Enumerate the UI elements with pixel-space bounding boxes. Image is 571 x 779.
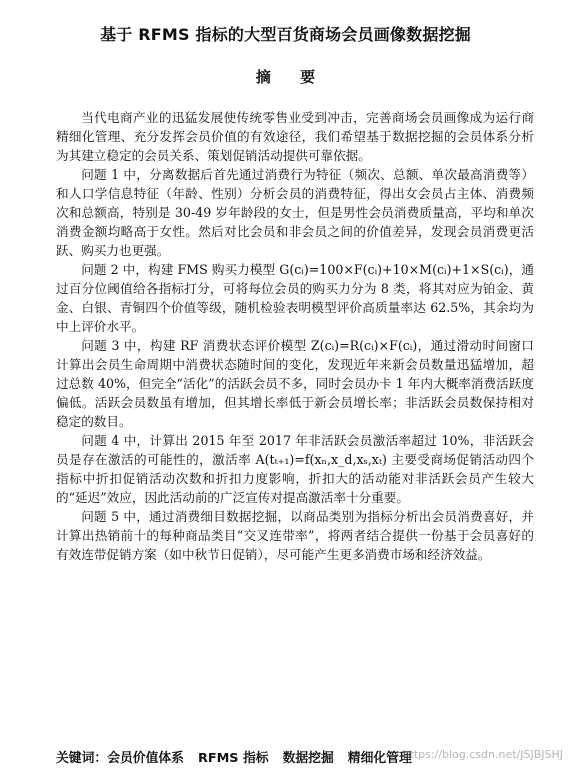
watermark: https://blog.csdn.net/JSJBJSHJ bbox=[402, 748, 563, 761]
keyword-item: 会员价值体系 bbox=[107, 751, 184, 766]
abstract-paragraph-intro: 当代电商产业的迅猛发展使传统零售业受到冲击，完善商场会员画像成为运行商精细化管理、充分发挥会员价值的有效途径，我们希望基于数据挖掘的会员体系分析为其建立稳定的会员关系、策划促销活动提供可靠依据。 bbox=[56, 110, 534, 163]
paper-title: 基于 RFMS 指标的大型百货商场会员画像数据挖掘 bbox=[100, 25, 471, 44]
abstract-paragraph-q2: 问题 2 中，构建 FMS 购买力模型 G(cᵢ)=100×F(cᵢ)+10×M(cᵢ)+1×S(cᵢ)，通过百分位阈值给各指标打分，可将每位会员的购买力分为 8 类，将其对应为铂金、黄金、白银、青铜四个价值等级，随机检验表明模型评价高质量率达 62.5%，其余均为中上评价水平。 bbox=[56, 262, 534, 334]
keyword-item: 精细化管理 bbox=[347, 751, 412, 766]
keyword-item: RFMS 指标 bbox=[197, 751, 269, 766]
abstract-heading: 摘 要 bbox=[255, 68, 328, 86]
keyword-item: 数据挖掘 bbox=[282, 751, 334, 766]
abstract-paragraph-q3: 问题 3 中，构建 RF 消费状态评价模型 Z(cᵢ)=R(cᵢ)×F(cᵢ)，通过滑动时间窗口计算出会员生命周期中消费状态随时间的变化，发现近年来新会员数量迅猛增加，超过总数 40%，但完全“活化”的活跃会员不多，同时会员办卡 1 年内大概率消费活跃度偏低。活跃会员数虽有增加，但其增长率低于新会员增长率；非活跃会员数保持相对稳定的数目。 bbox=[56, 338, 534, 429]
abstract-paragraph-q4: 问题 4 中，计算出 2015 年至 2017 年非活跃会员激活率超过 10%，非活跃会员是存在激活的可能性的，激活率 A(tₜ₊₁)=f(xₙ,x_d,xₛ,xₜ) 主要受商场促销活动四个指标中折扣促销活动次数和折扣力度影响，折扣大的活动能对非活跃会员产生较大的“延迟”效应，因此活动前的广泛宣传对提高激活率十分重要。 bbox=[56, 433, 534, 505]
keywords-label: 关键词： bbox=[56, 751, 108, 766]
abstract-body bbox=[56, 108, 534, 564]
abstract-paragraph-q1: 问题 1 中，分离数据后首先通过消费行为特征（频次、总额、单次最高消费等）和人口学信息特征（年龄、性别）分析会员的消费特征，得出女会员占主体、消费频次和总额高，特别是 30-49 岁年龄段的女士，但是男性会员消费质量高，平均和单次消费金额均略高于女性。然后对比会员和非会员之间的价值差异，发现会员消费更活跃、购买力也更强。 bbox=[56, 167, 534, 258]
abstract-paragraph-q5: 问题 5 中，通过消费细目数据挖掘，以商品类别为指标分析出会员消费喜好，并计算出热销前十的每种商品类目“交叉连带率”，将两者结合提供一份基于会员喜好的有效连带促销方案（如中秋节日促销），尽可能产生更多消费市场和经济效益。 bbox=[56, 509, 534, 562]
